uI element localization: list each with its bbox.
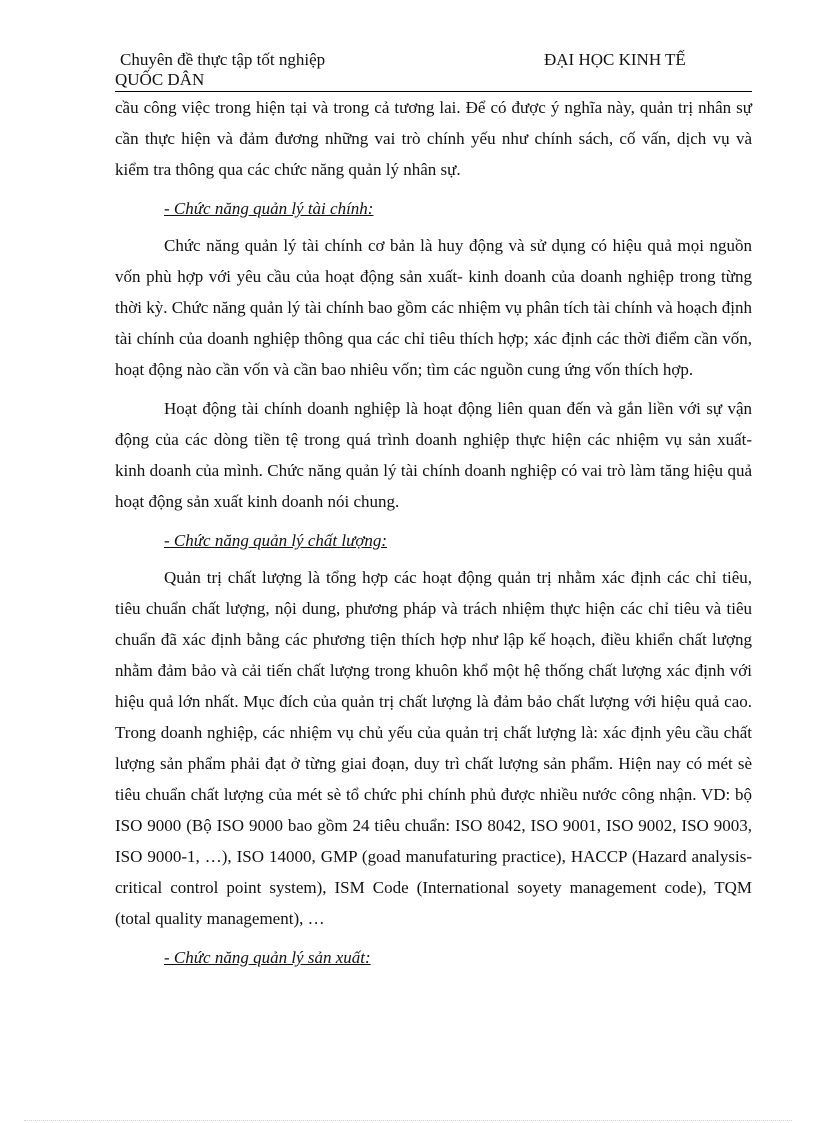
page-header [115, 50, 752, 90]
header-continuation: QUỐC DÂN [115, 70, 205, 89]
body-paragraph: Chức năng quản lý tài chính cơ bản là huy động và sử dụng có hiệu quả mọi nguồn vốn phù hợp với yêu cầu của hoạt động sản xuất- kinh doanh của doanh nghiệp trong từng thời kỳ. Chức năng quản lý tài chính bao gồm các nhiệm vụ phân tích tài chính và hoạch định tài chính của doanh nghiệp thông qua các chỉ tiêu thích hợp; xác định các thời điểm cần vốn, hoạt động nào cần vốn và cần bao nhiêu vốn; tìm các nguồn cung ứng vốn thích hợp. [115, 236, 752, 379]
page-bottom-border [24, 1120, 792, 1121]
body-paragraph: cầu công việc trong hiện tại và trong cả tương lai. Để có được ý nghĩa này, quản trị nhân sự cần thực hiện và đảm đương những vai trò chính yếu như chính sách, cố vấn, dịch vụ và kiểm tra thông qua các chức năng quản lý nhân sự. [115, 98, 752, 179]
section-heading-production: - Chức năng quản lý sản xuất: [164, 948, 371, 967]
section-heading-finance: - Chức năng quản lý tài chính: [164, 199, 374, 218]
body-paragraph: Quản trị chất lượng là tổng hợp các hoạt động quản trị nhằm xác định các chỉ tiêu, tiêu chuẩn chất lượng, nội dung, phương pháp và trách nhiệm thực hiện các chỉ tiêu và tiêu chuẩn đã xác định bằng các phương tiện thích hợp như lập kế hoạch, điều khiển chất lượng nhằm đảm bảo và cải tiến chất lượng trong khuôn khổ một hệ thống chất lượng xác định với hiệu quả lớn nhất. Mục đích của quản trị chất lượng là đảm bảo chất lượng với hiệu quả cao. Trong doanh nghiệp, các nhiệm vụ chủ yếu của quản trị chất lượng là: xác định yêu cầu chất lượng sản phẩm phải đạt ở từng giai đoạn, duy trì chất lượng sản phẩm. Hiện nay có mét sè tiêu chuẩn chất lượng của mét sè tổ chức phi chính phủ được nhiều nước công nhận. VD: bộ ISO 9000 (Bộ ISO 9000 bao gồm 24 tiêu chuẩn: ISO 8042, ISO 9001, ISO 9002, ISO 9003, ISO 9000-1, …), ISO 14000, GMP (goad manufaturing practice), HACCP (Hazard analysis-critical control point system), ISM Code (International soyety management code), TQM (total quality management), … [115, 568, 752, 928]
document-body [115, 92, 752, 979]
header-left-title: Chuyên đề thực tập tốt nghiệp [120, 50, 326, 69]
header-row [115, 50, 752, 70]
section-heading-quality: - Chức năng quản lý chất lượng: [164, 531, 388, 550]
header-right-title: ĐẠI HỌC KINH TẾ [544, 50, 686, 69]
body-paragraph: Hoạt động tài chính doanh nghiệp là hoạt động liên quan đến và gắn liền với sự vận động của các dòng tiền tệ trong quá trình doanh nghiệp thực hiện các nhiệm vụ sản xuất- kinh doanh của mình. Chức năng quản lý tài chính doanh nghiệp có vai trò làm tăng hiệu quả hoạt động sản xuất kinh doanh nói chung. [115, 399, 752, 511]
